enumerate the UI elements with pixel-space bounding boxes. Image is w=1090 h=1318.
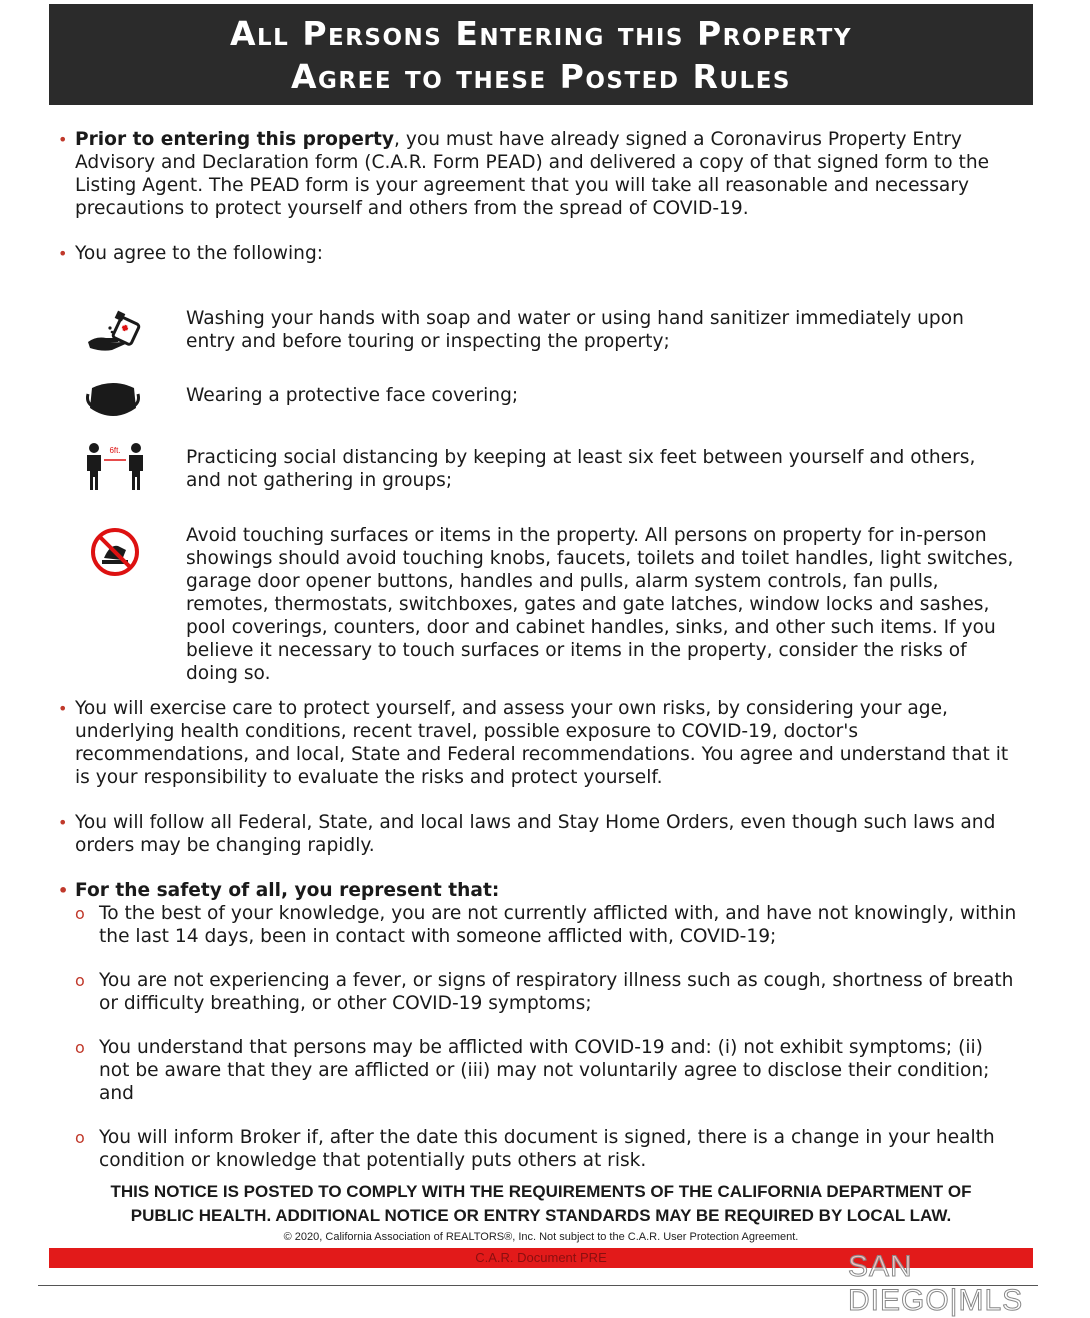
rule-1-text: Washing your hands with soap and water or using hand sanitizer immediately upon entry and before touring or inspecting the property; xyxy=(186,308,964,352)
intro-bold: Prior to entering this property xyxy=(75,129,395,150)
intro-text: , you must have already signed a Coronavirus Property Entry Advisory and Declaration form (C.A.R. Form PEAD) and delivered a copy of that signed form to the Listing Agent. The PEAD form is your agreement that you will take all reasonable and necessary precautions to protect yourself and others from the spread of COVID-19. xyxy=(75,129,990,219)
legal-notice xyxy=(49,1180,1033,1228)
safety-item-text: You will inform Broker if, after the date this document is signed, there is a change in your health condition or knowledge that potentially puts others at risk. xyxy=(99,1127,995,1171)
no-touch-icon xyxy=(82,526,144,578)
header-line-2: Agree to these Posted Rules xyxy=(291,56,791,96)
safety-item: o You understand that persons may be afflicted with COVID-19 and: (i) not exhibit symptoms; (ii) not be aware that they are afflicted or (iii) may not voluntarily agree to disclose their condition; and xyxy=(75,1037,990,1104)
notice-line-2: PUBLIC HEALTH. ADDITIONAL NOTICE OR ENTRY STANDARDS MAY BE REQUIRED BY LOCAL LAW. xyxy=(130,1206,952,1225)
safety-item-text: You are not experiencing a fever, or signs of respiratory illness such as cough, shortness of breath or difficulty breathing, or other COVID-19 symptoms; xyxy=(99,970,1014,1014)
rule-3-text: Practicing social distancing by keeping at least six feet between yourself and others, and not gathering in groups; xyxy=(186,447,976,491)
hand-sanitizer-icon xyxy=(82,306,144,358)
safety-item: o To the best of your knowledge, you are not currently afflicted with, and have not knowingly, within the last 14 days, been in contact with someone afflicted with, COVID-19; xyxy=(75,903,1017,947)
intro-section xyxy=(58,128,1018,265)
laws-bullet: • You will follow all Federal, State, and local laws and Stay Home Orders, even though such laws and orders may be changing rapidly. xyxy=(58,811,1018,857)
safety-title: • For the safety of all, you represent that: xyxy=(58,879,1018,902)
safety-item: o You will inform Broker if, after the date this document is signed, there is a change in your health condition or knowledge that potentially puts others at risk. xyxy=(75,1127,995,1171)
social-distance-icon xyxy=(82,440,144,492)
distance-label: 6ft. xyxy=(109,446,121,455)
safety-item: o You are not experiencing a fever, or signs of respiratory illness such as cough, shortness of breath or difficulty breathing, or other COVID-19 symptoms; xyxy=(75,970,1014,1014)
header-line-1: All Persons Entering this Property xyxy=(229,13,853,53)
intro-bullet xyxy=(58,128,1018,220)
safety-item-text: You understand that persons may be afflicted with COVID-19 and: (i) not exhibit symptoms; (ii) not be aware that they are afflicted or (iii) may not voluntarily agree to disclose their condition; and xyxy=(99,1037,990,1104)
care-bullet: • You will exercise care to protect yourself, and assess your own risks, by considering your age, underlying health conditions, recent travel, possible exposure to COVID-19, doctor's recommendations, and local, State and Federal recommendations. You agree and understand that it is your responsibility to evaluate the risks and protect yourself. xyxy=(58,697,1018,789)
body-section xyxy=(58,697,1018,1172)
rule-4-text: Avoid touching surfaces or items in the property. All persons on property for in-person showings should avoid touching knobs, faucets, toilets and toilet handles, light switches, garage door opener buttons, handles and pulls, alarm system controls, fan pulls, remotes, thermostats, switchboxes, gates and gate latches, window locks and sashes, pool coverings, counters, door and cabinet handles, sinks, and other such items. If you believe it necessary to touch surfaces or items in the property, consider the risks of doing so. xyxy=(186,525,1014,684)
mls-watermark: SAN DIEGO|MLS xyxy=(848,1250,1024,1317)
document-label: C.A.R. Document PRE xyxy=(475,1250,607,1265)
header-banner xyxy=(49,4,1033,105)
notice-line-1: THIS NOTICE IS POSTED TO COMPLY WITH THE REQUIREMENTS OF THE CALIFORNIA DEPARTMENT OF xyxy=(110,1182,972,1201)
face-mask-icon xyxy=(82,376,144,428)
safety-item-text: To the best of your knowledge, you are not currently afflicted with, and have not knowingly, within the last 14 days, been in contact with someone afflicted with, COVID-19; xyxy=(99,903,1017,947)
copyright-text: © 2020, California Association of REALTORS®, Inc. Not subject to the C.A.R. User Protection Agreement. xyxy=(283,1231,799,1243)
agree-bullet: • You agree to the following: xyxy=(58,242,1018,265)
rule-2-text: Wearing a protective face covering; xyxy=(186,385,519,406)
